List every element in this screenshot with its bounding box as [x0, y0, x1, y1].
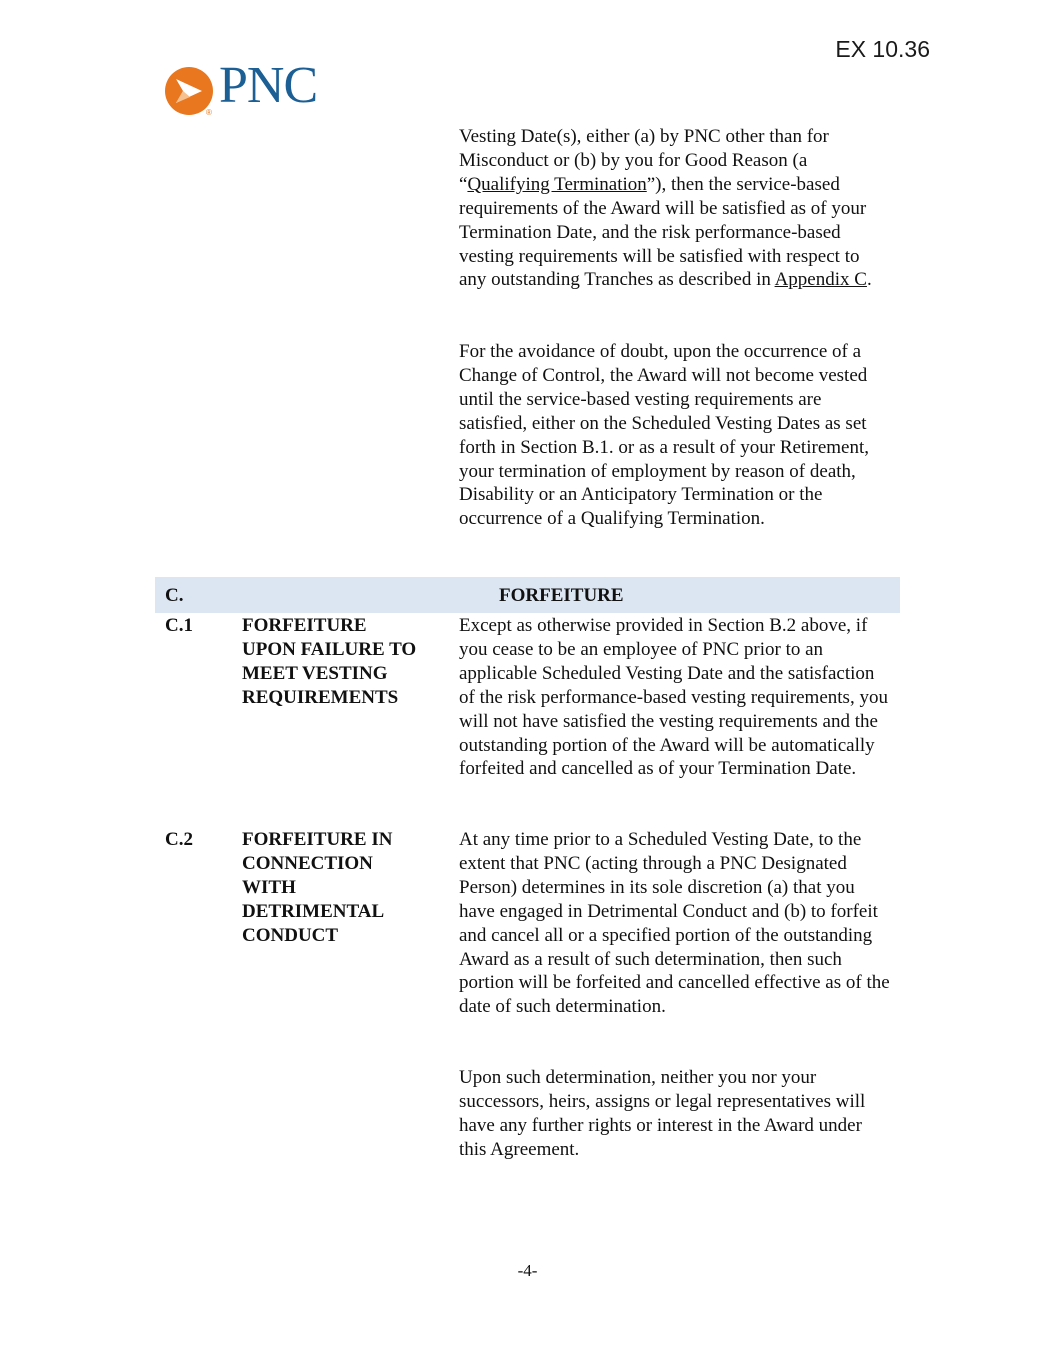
subsection-c2-paragraph-1: At any time prior to a Scheduled Vesting Date, to the extent that PNC (acting through a PNC Designated Person) determines in its sole discretion (a) that you have engaged in Detrimental Conduct and (b) to forfeit and cancel all or a specified portion of the outstanding Award as a result of such determination, then such portion will be forfeited and cancelled effective as of the date of such determination. [459, 829, 890, 1018]
pnc-logo [164, 57, 339, 120]
exhibit-label: EX 10.36 [835, 36, 930, 62]
subsection-c1-paragraph: Except as otherwise provided in Section B.2 above, if you cease to be an employee of PNC prior to an applicable Scheduled Vesting Date and the satisfaction of the risk performance-based vesting requirements, you will not have satisfied the vesting requirements and the outstanding portion of the Award will be automatically forfeited and cancelled as of your Termination Date. [459, 615, 888, 780]
subsection-c2-number: C.2 [165, 829, 193, 850]
section-header-bar [155, 577, 900, 613]
continued-paragraph-1 [459, 125, 891, 292]
appendix-c-reference: Appendix C [774, 269, 867, 291]
section-title: FORFEITURE [499, 585, 624, 606]
logo-wordmark: PNC [219, 57, 318, 114]
continued-paragraph-2: For the avoidance of doubt, upon the occurrence of a Change of Control, the Award will not become vested until the service-based vesting requirements are satisfied, either on the Scheduled Vesting Dates as set forth in Section B.1. or as a result of your Retirement, your termination of employment by reason of death, Disability or an Anticipatory Termination or the occurrence of a Qualifying Termination. [459, 341, 869, 530]
subsection-c2-title: FORFEITURE IN CONNECTION WITH DETRIMENTAL CONDUCT [242, 829, 393, 946]
subsection-c1-title: FORFEITURE UPON FAILURE TO MEET VESTING REQUIREMENTS [242, 615, 417, 708]
page-number: -4- [517, 1261, 538, 1280]
registered-mark: ® [206, 108, 212, 117]
subsection-c2-paragraph-2: Upon such determination, neither you nor your successors, heirs, assigns or legal representatives will have any further rights or interest in the Award under this Agreement. [459, 1067, 866, 1160]
section-number: C. [165, 585, 184, 606]
continued-text-middle: ”), then the service-based requirements of the Award will be satisfied as of your Termination Date, and the risk performance-based vesting requirements will be satisfied with respect to any outstanding Tranches as described in [459, 173, 867, 291]
qualifying-termination-term: Qualifying Termination [467, 173, 647, 195]
continued-text-start: Vesting Date(s), either (a) by PNC other than for Misconduct or (b) by you for Good Reason (a “ [459, 126, 829, 195]
continued-text-end: . [866, 269, 872, 291]
subsection-c1-number: C.1 [165, 615, 193, 636]
